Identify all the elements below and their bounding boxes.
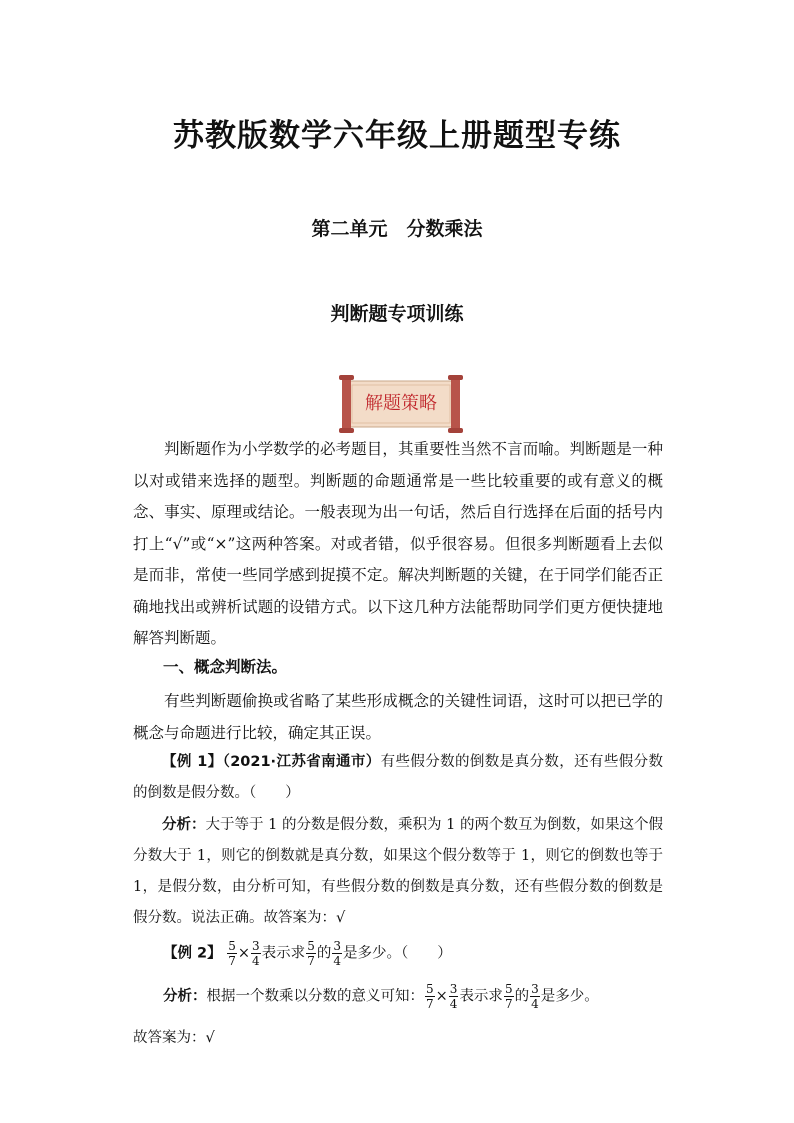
fraction-three-quarters: $\frac{3}{4}$: [252, 939, 260, 968]
example1-question-text: 有些假分数的倒数是真分数，还有些假分数的倒数是假分数。（ ）: [133, 754, 664, 801]
example1-analysis: [133, 810, 663, 934]
fraction-three-quarters: $\frac{3}{4}$: [531, 982, 539, 1011]
fraction-five-sevenths: $\frac{5}{7}$: [426, 982, 434, 1011]
fraction-three-quarters: $\frac{3}{4}$: [449, 982, 458, 1011]
example1-source: （2021·江苏省南通市）: [222, 754, 381, 770]
fraction-five-sevenths: $\frac{5}{7}$: [307, 939, 315, 968]
example2-analysis: 分析：根据一个数乘以分数的意义可知： $\frac{5}{7}$ × $\frac{3}{4}$ 表示求 $\frac{5}{7}$ 的 $\frac{3}{4}$ 是多少。: [163, 982, 599, 1011]
times-sign: ×: [237, 945, 251, 962]
fraction-five-sevenths: $\frac{5}{7}$: [504, 982, 513, 1011]
unit-title: 第二单元 分数乘法: [311, 218, 483, 240]
example2-tag: 【例 2】: [163, 945, 222, 962]
strategy-badge-label: 解题策略: [365, 393, 437, 414]
example1-analysis-text: 大于等于 1 的分数是假分数，乘积为 1 的两个数互为倒数，如果这个假分数大于 1，则它的倒数就是真分数，如果这个假分数等于 1，则它的倒数也等于 1，是假分数，由分析可知，有些假分数的倒数是真分数，还有些假分数的倒数是假分数。说法正确。故答案为：√: [133, 817, 664, 926]
fraction-three-quarters: $\frac{3}{4}$: [333, 939, 341, 968]
fraction-five-sevenths: $\frac{5}{7}$: [228, 939, 236, 968]
example2-answer: 故答案为：√: [133, 1030, 215, 1046]
example1-question: [133, 747, 663, 809]
section-subtitle: 判断题专项训练: [330, 303, 464, 325]
example1-analysis-label: 分析：: [162, 817, 206, 833]
example2-question: 【例 2】 $\frac{5}{7}$ × $\frac{3}{4}$ 表示求 $\frac{5}{7}$ 的 $\frac{3}{4}$ 是多少。（ ）: [163, 939, 452, 968]
method1-paragraph: 有些判断题偷换或省略了某些形成概念的关键性词语，这时可以把已学的概念与命题进行比较，确定其正误。: [133, 692, 663, 742]
example2-analysis-label: 分析：: [163, 988, 207, 1005]
example1-tag: 【例 1】: [162, 754, 223, 770]
intro-paragraph: 判断题作为小学数学的必考题目，其重要性当然不言而喻。判断题是一种以对或错来选择的题型。判断题的命题通常是一些比较重要的或有意义的概念、事实、原理或结论。一般表现为出一句话，然后自行选择在后面的括号内打上“√”或“×”这两种答案。对或者错，似乎很容易。但很多判断题看上去似是而非，常使一些同学感到捉摸不定。解决判断题的关键，在于同学们能否正确地找出或辨析试题的设错方式。以下这几种方法能帮助同学们更方便快捷地解答判断题。: [133, 440, 663, 647]
method1-heading: 一、概念判断法。: [163, 658, 288, 676]
document-title: 苏教版数学六年级上册题型专练: [173, 118, 621, 154]
strategy-scroll-banner: [334, 375, 468, 433]
